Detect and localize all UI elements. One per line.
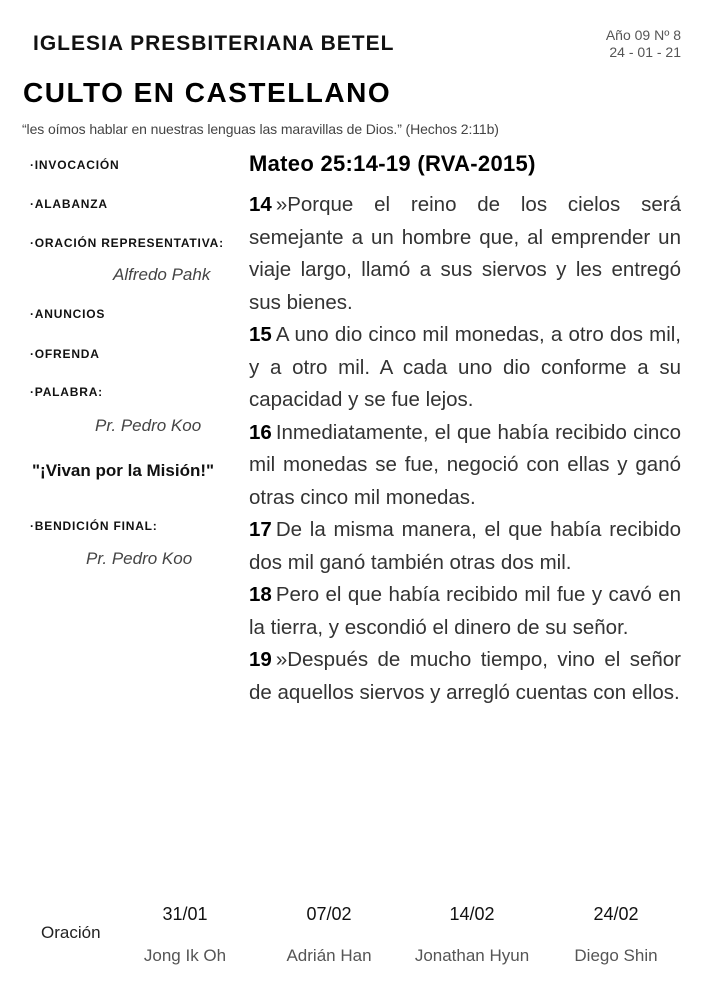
order-ofrenda: ·OFRENDA	[30, 347, 100, 361]
verse	[249, 579, 681, 644]
verse	[249, 514, 681, 579]
prayer-date: 07/02	[306, 904, 352, 924]
verse-number: 17	[249, 518, 272, 541]
verse-number: 16	[249, 420, 272, 444]
issue-number: Año 09 Nº 8	[605, 27, 681, 43]
mission-motto: "¡Vivan por la Misión!"	[32, 461, 215, 480]
prayer-name: Diego Shin	[574, 946, 658, 965]
verse-text: »Después de mucho tiempo, vino el señor de aquellos siervos y arregló cuentas con ellos.	[249, 648, 681, 704]
prayer-name: Jong Ik Oh	[143, 946, 227, 965]
verse-text: Pero el que había recibido mil fue y cavó en la tierra, y escondió el dinero de su señor.	[249, 583, 681, 639]
verse-text: A uno dio cinco mil monedas, a otro dos mil, y a otro mil. A cada uno dio conforme a su capacidad y se fue lejos.	[249, 323, 681, 411]
passage-title: Mateo 25:14-19 (RVA-2015)	[249, 151, 536, 176]
verse-text: Inmediatamente, el que había recibido cinco mil monedas se fue, negoció con ellas y ganó otras cinco mil monedas.	[249, 420, 681, 509]
prayer-date: 14/02	[449, 904, 495, 924]
verse-number: 18	[249, 583, 272, 606]
verse	[249, 189, 681, 319]
verse	[249, 644, 681, 709]
service-title: CULTO EN CASTELLANO	[23, 77, 392, 108]
scripture-passage	[249, 151, 681, 709]
prayer-schedule-item	[402, 904, 542, 966]
church-name: IGLESIA PRESBITERIANA BETEL	[33, 32, 395, 55]
prayer-name: Adrián Han	[286, 946, 372, 965]
issue-date: 24 - 01 - 21	[609, 44, 681, 60]
verse	[249, 417, 681, 515]
verse-number: 14	[249, 193, 272, 216]
order-oracion: ·ORACIÓN REPRESENTATIVA:	[30, 236, 224, 250]
verse-text: De la misma manera, el que había recibido dos mil ganó también otras dos mil.	[249, 518, 681, 574]
issue-info	[606, 27, 681, 61]
verse-number: 15	[249, 323, 272, 346]
prayer-schedule-item	[259, 904, 399, 966]
verse-text: »Porque el reino de los cielos será semejante a un hombre que, al emprender un viaje largo, llamó a sus siervos y les entregó sus bienes.	[249, 193, 681, 314]
prayer-label: Oración	[41, 923, 101, 942]
header-quote: “les oímos hablar en nuestras lenguas las maravillas de Dios.” (Hechos 2:11b)	[22, 121, 499, 137]
order-bendicion: ·BENDICIÓN FINAL:	[30, 519, 158, 533]
prayer-schedule-item	[115, 904, 255, 966]
order-bendicion-person: Pr. Pedro Koo	[86, 549, 193, 568]
verse	[249, 319, 681, 417]
verse-number: 19	[249, 648, 272, 671]
order-palabra: ·PALABRA:	[30, 385, 103, 399]
prayer-date: 31/01	[162, 904, 208, 924]
order-anuncios: ·ANUNCIOS	[30, 307, 106, 321]
order-palabra-person: Pr. Pedro Koo	[95, 416, 202, 435]
order-oracion-person: Alfredo Pahk	[113, 265, 211, 284]
prayer-name: Jonathan Hyun	[414, 946, 530, 965]
order-invocacion: ·INVOCACIÓN	[30, 158, 120, 172]
prayer-schedule-item	[546, 904, 686, 966]
prayer-date: 24/02	[593, 904, 639, 924]
order-alabanza: ·ALABANZA	[30, 197, 108, 211]
passage-verses	[249, 189, 681, 709]
